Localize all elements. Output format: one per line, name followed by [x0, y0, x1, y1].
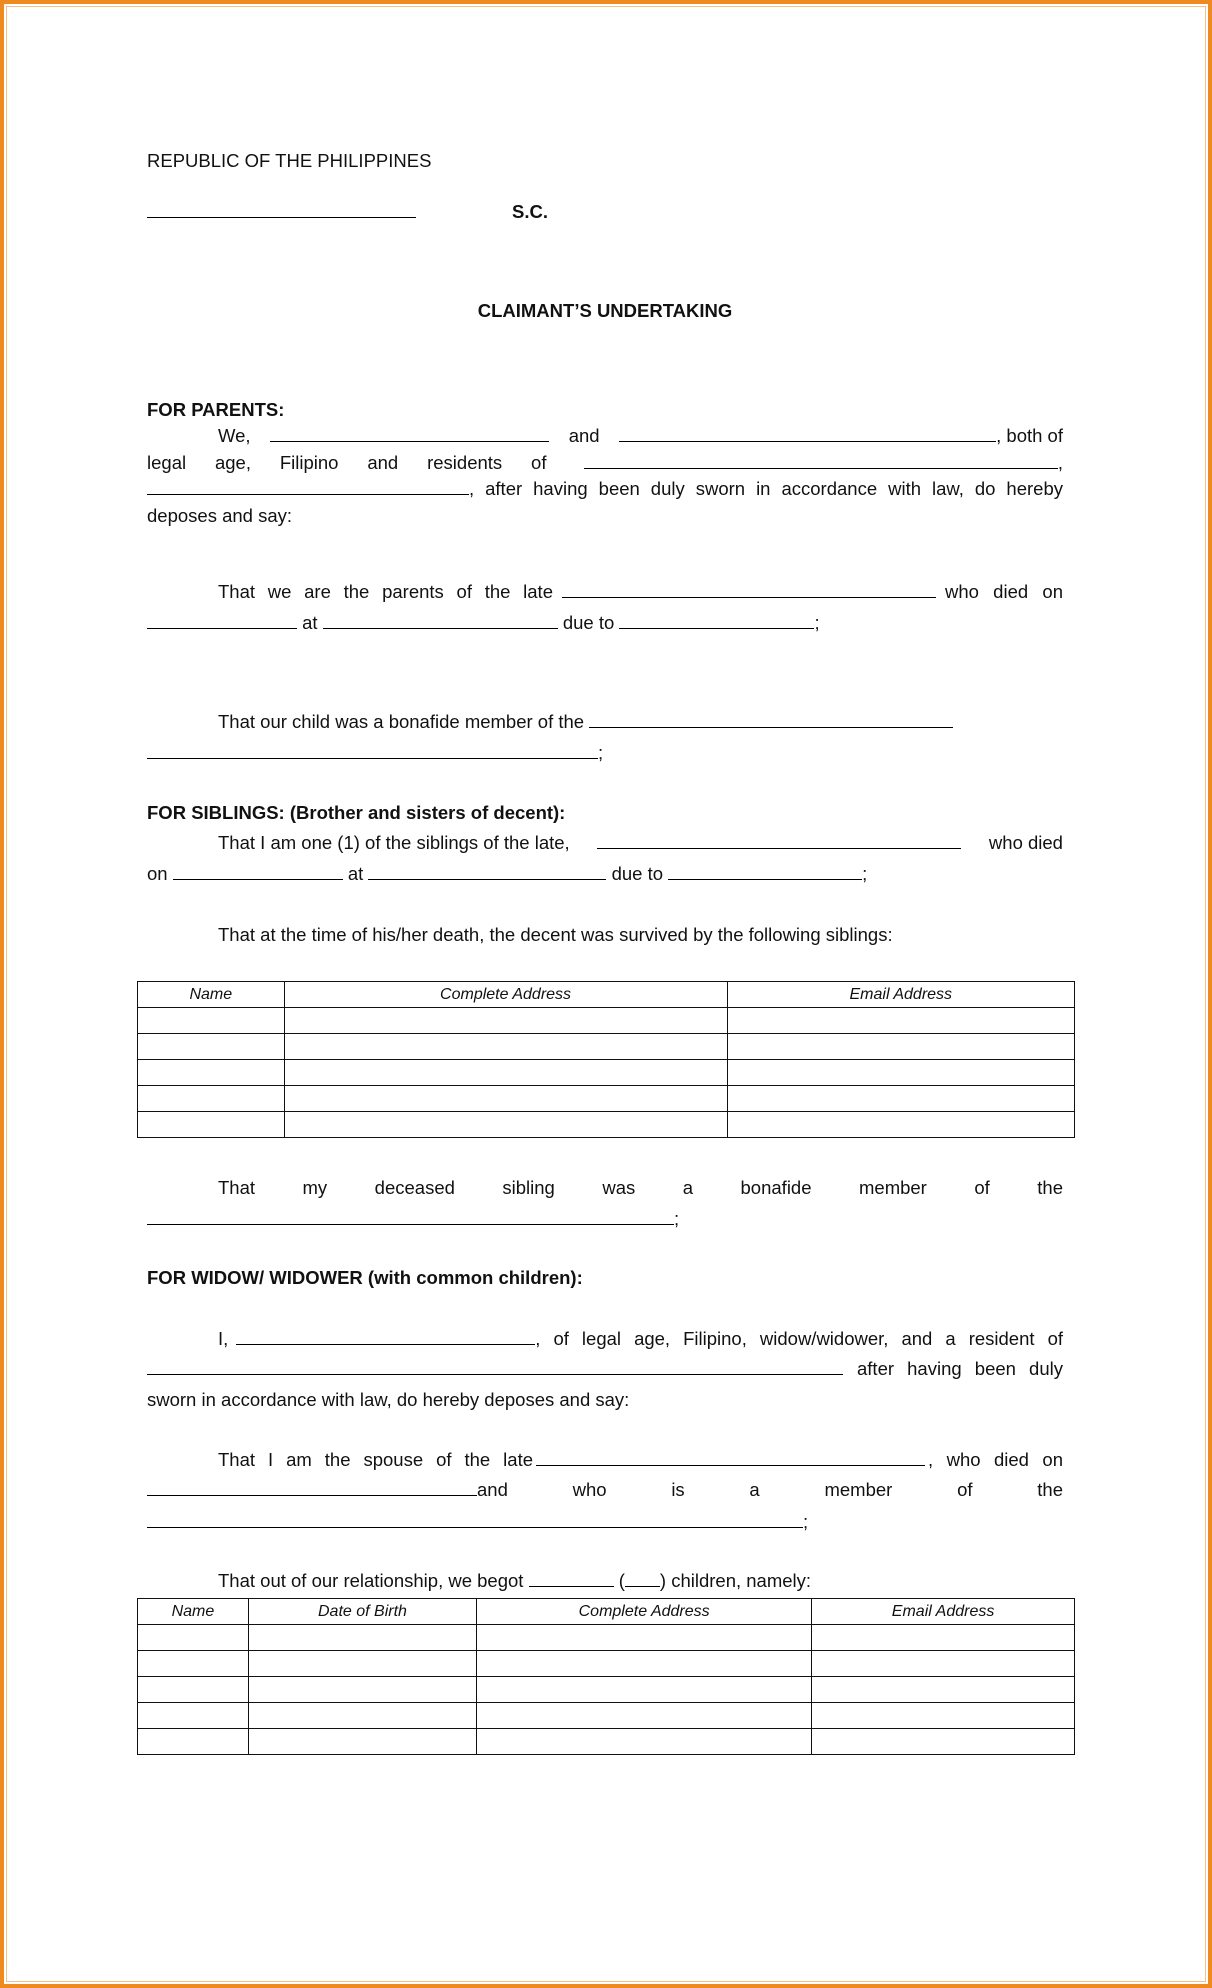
- widow-line-5: [147, 1479, 1063, 1501]
- widow-name-blank[interactable]: [236, 1330, 535, 1345]
- parents-line-4: [147, 505, 1063, 527]
- sibling-place-blank[interactable]: [368, 865, 606, 880]
- parent1-blank[interactable]: [270, 427, 549, 442]
- text: , both of: [996, 425, 1063, 446]
- table-row: [138, 1060, 1075, 1086]
- republic-text: REPUBLIC OF THE PHILIPPINES: [147, 150, 432, 171]
- text: ,: [1057, 452, 1064, 473]
- parents-line-6: [147, 612, 1063, 634]
- text: and: [568, 425, 600, 446]
- table-cell[interactable]: [727, 1060, 1074, 1086]
- table-cell[interactable]: [477, 1651, 812, 1677]
- column-header: Complete Address: [477, 1599, 812, 1625]
- parents-heading: [147, 399, 1063, 421]
- table-cell[interactable]: [248, 1677, 476, 1703]
- table-cell[interactable]: [138, 1060, 285, 1086]
- text: who died: [988, 832, 1063, 853]
- table-cell[interactable]: [284, 1008, 727, 1034]
- table-cell[interactable]: [284, 1112, 727, 1138]
- table-row: [138, 1703, 1075, 1729]
- spouse-organization-blank[interactable]: [147, 1513, 803, 1528]
- children-count-words-blank[interactable]: [529, 1572, 614, 1587]
- table-row: [138, 1625, 1075, 1651]
- sc-label: S.C.: [512, 201, 548, 222]
- table-cell[interactable]: [812, 1625, 1075, 1651]
- table-cell[interactable]: [138, 1677, 249, 1703]
- children-table: [137, 1598, 1075, 1755]
- title-line: [147, 300, 1063, 322]
- table-cell[interactable]: [138, 1086, 285, 1112]
- table-row: [138, 1112, 1075, 1138]
- widow-line-4: [147, 1449, 1063, 1471]
- table-header-row: [138, 982, 1075, 1008]
- table-cell[interactable]: [727, 1112, 1074, 1138]
- table-cell[interactable]: [812, 1651, 1075, 1677]
- text: That we are the parents of the late: [218, 581, 553, 602]
- table-cell[interactable]: [138, 1008, 285, 1034]
- text: , who died on: [928, 1449, 1063, 1470]
- widow-line-3: [147, 1389, 1063, 1411]
- text: due to: [557, 612, 620, 633]
- text: at: [342, 863, 369, 884]
- widow-residence-blank[interactable]: [147, 1360, 843, 1375]
- table-row: [138, 1008, 1075, 1034]
- republic-line: [147, 150, 1063, 172]
- table-cell[interactable]: [138, 1729, 249, 1755]
- death-place-blank[interactable]: [323, 614, 558, 629]
- widow-line-2: [147, 1358, 1063, 1380]
- sibling-date-blank[interactable]: [173, 865, 343, 880]
- text: ;: [814, 612, 820, 633]
- text: ;: [862, 863, 868, 884]
- table-cell[interactable]: [248, 1729, 476, 1755]
- table-row: [138, 1034, 1075, 1060]
- text: ;: [598, 742, 604, 763]
- text: at: [297, 612, 323, 633]
- table-cell[interactable]: [812, 1703, 1075, 1729]
- widow-line-7: [147, 1570, 1063, 1592]
- table-cell[interactable]: [138, 1625, 249, 1651]
- parents-line-3: [147, 478, 1063, 500]
- siblings-table: [137, 981, 1075, 1138]
- widow-heading: [147, 1267, 1063, 1289]
- residence-blank[interactable]: [584, 454, 1057, 469]
- organization-blank-2[interactable]: [147, 744, 598, 759]
- text: (: [613, 1570, 625, 1591]
- deceased-name-blank[interactable]: [562, 583, 936, 598]
- text: ;: [674, 1208, 680, 1229]
- text: I,: [218, 1328, 229, 1349]
- death-date-blank[interactable]: [147, 614, 297, 629]
- siblings-line-1: [147, 832, 1063, 854]
- siblings-heading: [147, 802, 1063, 824]
- spouse-name-blank[interactable]: [536, 1451, 925, 1466]
- table-cell[interactable]: [284, 1086, 727, 1112]
- table-row: [138, 1651, 1075, 1677]
- text: on: [147, 863, 173, 884]
- death-cause-blank[interactable]: [619, 614, 814, 629]
- table-cell[interactable]: [812, 1729, 1075, 1755]
- column-header: Name: [138, 1599, 249, 1625]
- parents-line-7: [147, 711, 1063, 733]
- parents-heading-text: FOR PARENTS:: [147, 399, 285, 420]
- text: , after having been duly sworn in accordance with law, do hereby: [469, 478, 1063, 499]
- sibling-cause-blank[interactable]: [668, 865, 862, 880]
- text: That my deceased sibling was a bonafide member of the: [218, 1177, 1063, 1198]
- column-header: Email Address: [812, 1599, 1075, 1625]
- table-cell[interactable]: [477, 1729, 812, 1755]
- spouse-death-blank[interactable]: [147, 1481, 477, 1496]
- table-cell[interactable]: [284, 1060, 727, 1086]
- column-header: Date of Birth: [248, 1599, 476, 1625]
- widow-heading-text: FOR WIDOW/ WIDOWER (with common children):: [147, 1267, 583, 1288]
- text: ;: [803, 1511, 809, 1532]
- parents-line-8: [147, 742, 1063, 764]
- city-blank[interactable]: [147, 203, 416, 218]
- table-cell[interactable]: [477, 1677, 812, 1703]
- table-cell[interactable]: [138, 1034, 285, 1060]
- table-row: [138, 1677, 1075, 1703]
- text: and who is a member of the: [477, 1479, 1063, 1500]
- table-row: [138, 1086, 1075, 1112]
- sibling-organization-blank[interactable]: [147, 1210, 674, 1225]
- parents-line-1: [147, 425, 1063, 447]
- text: due to: [606, 863, 669, 884]
- table-cell[interactable]: [138, 1112, 285, 1138]
- parent2-blank[interactable]: [619, 427, 996, 442]
- residence-blank-2[interactable]: [147, 480, 469, 495]
- text: sworn in accordance with law, do hereby deposes and say:: [147, 1389, 630, 1410]
- siblings-heading-text: FOR SIBLINGS: (Brother and sisters of decent):: [147, 802, 566, 823]
- text: That I am one (1) of the siblings of the late,: [218, 832, 570, 853]
- column-header: Email Address: [727, 982, 1074, 1008]
- text: That I am the spouse of the late: [218, 1449, 533, 1470]
- parents-line-5: [147, 581, 1063, 603]
- text: That out of our relationship, we begot: [218, 1570, 529, 1591]
- text: legal age, Filipino and residents of: [147, 452, 547, 473]
- table-row: [138, 1729, 1075, 1755]
- text: , of legal age, Filipino, widow/widower, and a resident of: [535, 1328, 1063, 1349]
- siblings-line-2: [147, 863, 1063, 885]
- table-cell[interactable]: [727, 1034, 1074, 1060]
- siblings-line-3: [147, 924, 1063, 946]
- column-header: Name: [138, 982, 285, 1008]
- table-cell[interactable]: [284, 1034, 727, 1060]
- text: That at the time of his/her death, the decent was survived by the following siblings:: [218, 924, 893, 945]
- text: ) children, namely:: [659, 1570, 812, 1591]
- text: deposes and say:: [147, 505, 293, 526]
- parents-line-2: [147, 452, 1063, 474]
- text: after having been duly: [857, 1358, 1063, 1379]
- table-cell[interactable]: [138, 1651, 249, 1677]
- sc-line: [147, 201, 1063, 223]
- table-cell[interactable]: [248, 1625, 476, 1651]
- table-cell[interactable]: [477, 1703, 812, 1729]
- table-cell[interactable]: [248, 1703, 476, 1729]
- text: who died on: [945, 581, 1063, 602]
- organization-blank[interactable]: [589, 713, 953, 728]
- table-header-row: [138, 1599, 1075, 1625]
- document-title: CLAIMANT’S UNDERTAKING: [477, 300, 733, 321]
- children-count-number-blank[interactable]: [625, 1572, 660, 1587]
- widow-line-1: [147, 1328, 1063, 1350]
- table-cell[interactable]: [138, 1703, 249, 1729]
- table-cell[interactable]: [727, 1008, 1074, 1034]
- widow-line-6: [147, 1511, 1063, 1533]
- column-header: Complete Address: [284, 982, 727, 1008]
- siblings-line-4: [147, 1177, 1063, 1199]
- table-cell[interactable]: [248, 1651, 476, 1677]
- table-cell[interactable]: [477, 1625, 812, 1651]
- text: We,: [218, 425, 251, 446]
- table-cell[interactable]: [727, 1086, 1074, 1112]
- table-cell[interactable]: [812, 1677, 1075, 1703]
- sibling-deceased-blank[interactable]: [597, 834, 961, 849]
- text: That our child was a bonafide member of the: [218, 711, 585, 732]
- siblings-line-5: [147, 1208, 1063, 1230]
